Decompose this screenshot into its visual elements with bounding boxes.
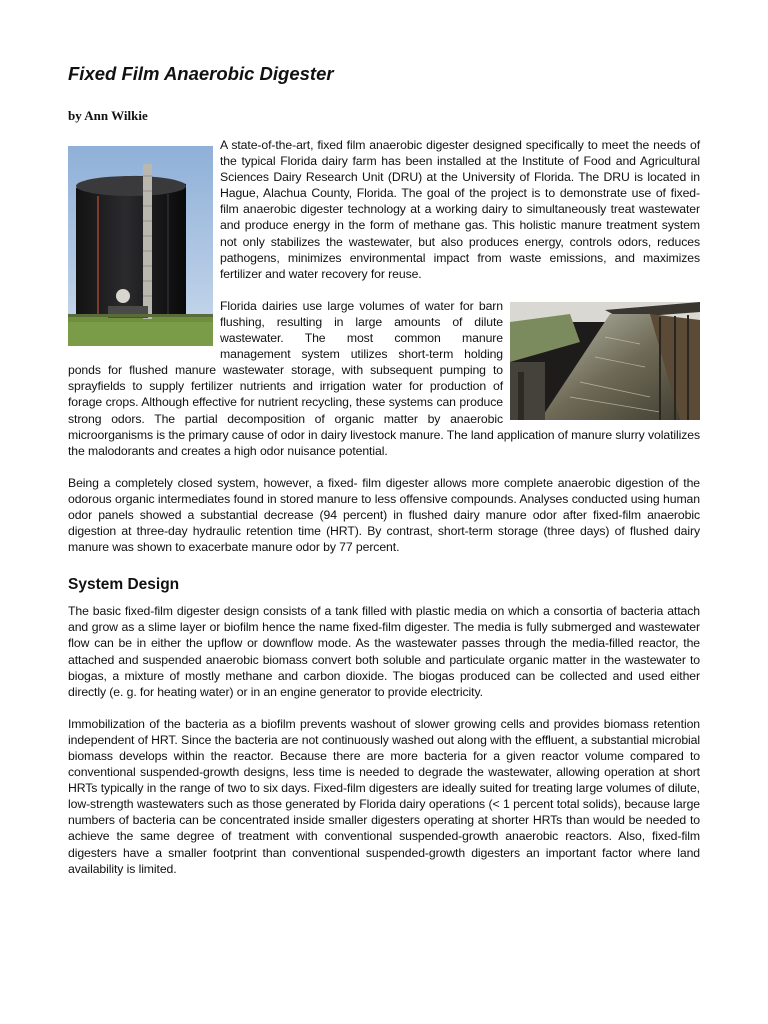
article <box>68 62 700 877</box>
section-heading-system-design: System Design <box>68 576 180 594</box>
digester-tank-photo <box>68 146 213 346</box>
design-paragraph-2: Immobilization of the bacteria as a biofilm prevents washout of slower growing cells and provides biomass retention independent of HRT. Since the bacteria are not continuously washed out along with the effluent, a substantial microbial biomass develops within the reactor. Because there are more bacteria for a given reactor volume compared to conventional suspended-growth designs, less time is needed to degrade the wastewater, allowing operation at short HRTs typically in the range of two to six days. Fixed-film digesters are ideally suited for treating large volumes of dilute, low-strength wastewaters such as those generated by Florida dairy operations (< 1 percent total solids), because large numbers of bacteria can be concentrated inside smaller digesters operating at shorter HRTs than would be needed to achieve the same degree of treatment with conventional suspended-growth anaerobic reactors. Also, fixed-film digesters have a smaller footprint than conventional suspended-growth digesters an important factor where land availability is limited. <box>68 716 700 876</box>
intro-paragraph-1: A state-of-the-art, fixed film anaerobic digester designed specifically to meet the needs of the typical Florida dairy farm has been installed at the Institute of Food and Agricultural Sciences Dairy Research Unit (DRU) at the University of Florida. The DRU is located in Hague, Alachua County, Florida. The goal of the project is to demonstrate use of fixed- film anaerobic digester technology at a working dairy to simultaneously treat wastewater and produce energy in the form of methane gas. This holistic manure treatment system not only stabilizes the wastewater, but also produces energy, controls odors, reduces pathogens, minimizes environmental impact from waste emissions, and maximizes fertilizer and water recovery for reuse. <box>220 138 700 281</box>
article-title: Fixed Film Anaerobic Digester <box>68 63 334 84</box>
paragraph-odor-results: Being a completely closed system, however, a fixed- film digester allows more complete anaerobic digestion of the odorous organic intermediates found in stored manure to less offensive compounds. Analyses conducted using human odor panels showed a substantial decrease (94 percent) in flushed dairy manure odor after fixed-film anaerobic digestion at three-day hydraulic retention time (HRT). By contrast, short-term storage (three days) of flushed dairy manure was shown to exacerbate manure odor by 77 percent. <box>68 475 700 555</box>
intro-paragraph-2: Florida dairies use large volumes of water for barn flushing, resulting in large amounts of dilute wastewater. The most common manure management system utilizes short-term holding ponds for flushed manure wastewater storage, with subsequent pumping to sprayfields to supply fertilizer nutrients and irrigation water for production of forage crops. Although effective for nutrient recycling, these systems can produce strong odors. The partial decomposition of organic matter by anaerobic microorganisms is the primary cause of odor in dairy livestock manure. The land application of manure slurry volatilizes the malodorants and creates a high odor nuisance potential. <box>68 298 700 458</box>
article-byline: by Ann Wilkie <box>68 108 148 123</box>
intro-section <box>68 137 700 459</box>
barn-flushing-photo <box>510 302 700 420</box>
design-paragraph-1: The basic fixed-film digester design consists of a tank filled with plastic media on which a consortia of bacteria attach and grow as a slime layer or biofilm hence the name fixed-film digester. The media is fully submerged and wastewater flow can be in either the upflow or downflow mode. As the wastewater passes through the media-filled reactor, the attached and suspended anaerobic biomass convert both soluble and particulate organic matter in the wastewater to biogas, a mixture of mostly methane and carbon dioxide. The biogas produced can be collected and used either directly (e. g. for heating water) or in an engine generator to provide electricity. <box>68 604 700 699</box>
